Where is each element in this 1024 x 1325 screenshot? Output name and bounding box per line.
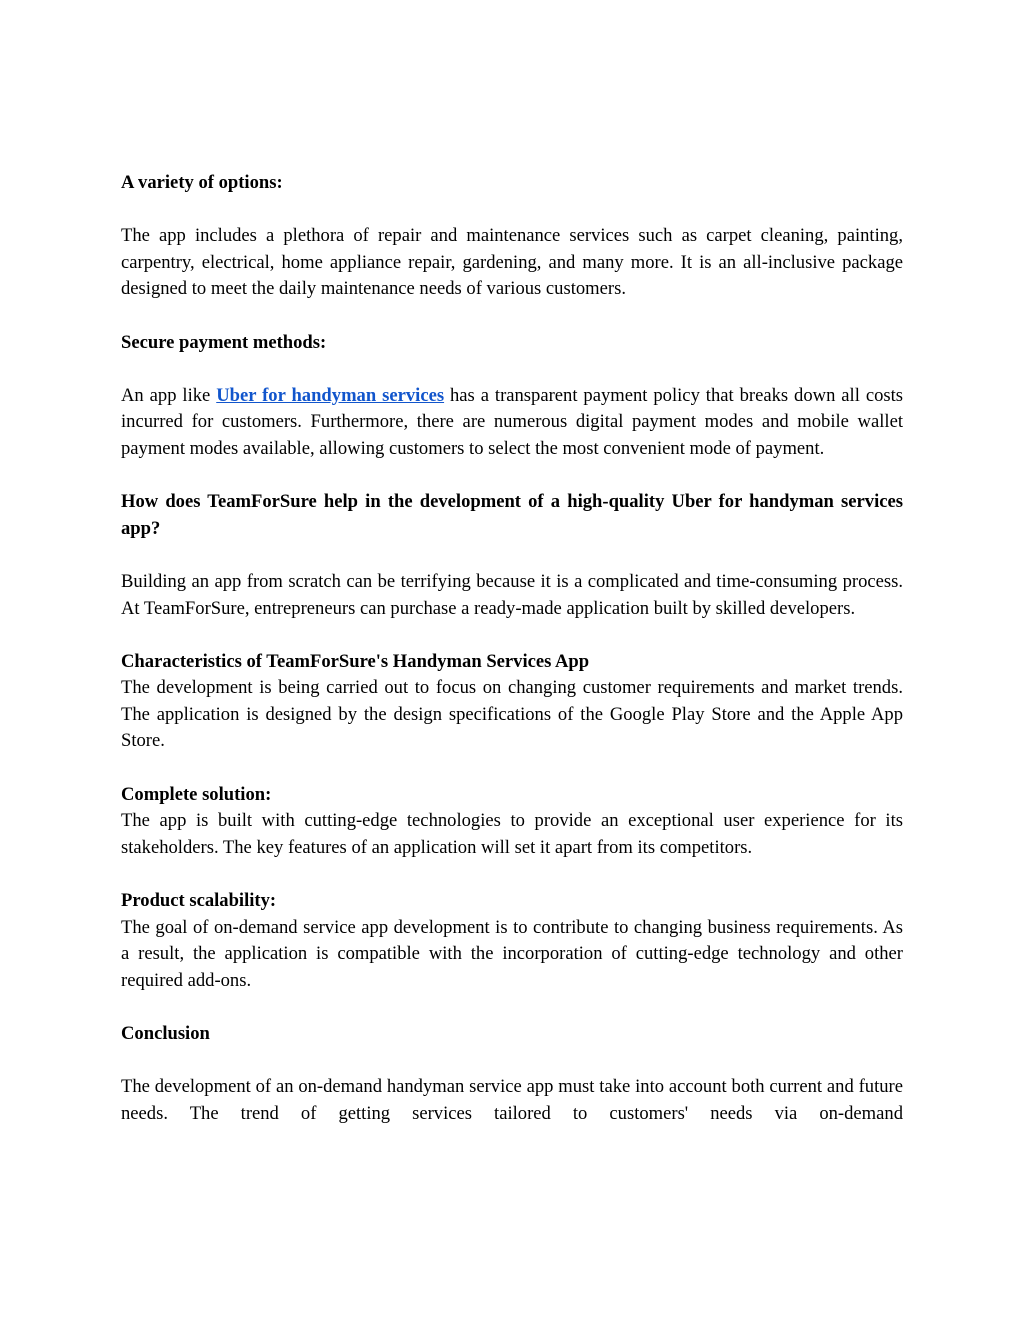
paragraph-teamforsure-help: Building an app from scratch can be terrifying because it is a complicated and time-consuming process. At TeamForSure, entrepreneurs can purchase a ready-made application built by skilled developers. — [121, 570, 903, 619]
spacer — [121, 303, 903, 330]
heading-variety-of-options: A variety of options: — [121, 172, 283, 193]
spacer — [121, 994, 903, 1021]
paragraph-product-scalability: The goal of on-demand service app development is to contribute to changing business requirements. As a result, the application is compatible with the incorporation of cutting-edge technology and other required add-ons. — [121, 916, 903, 991]
payment-text-before: An app like — [121, 384, 217, 406]
heading-complete-solution: Complete solution: — [121, 783, 272, 805]
spacer — [121, 463, 903, 490]
spacer — [121, 197, 903, 224]
paragraph-variety-of-options: The app includes a plethora of repair and maintenance services such as carpet cleaning, painting, carpentry, electrical, home appliance repair, gardening, and many more. It is an all-inclusive package designed to meet the daily maintenance needs of various customers. — [121, 225, 903, 300]
spacer — [121, 1048, 903, 1075]
spacer — [121, 356, 903, 383]
spacer — [121, 861, 903, 888]
document-page — [121, 170, 903, 1127]
paragraph-characteristics: The development is being carried out to focus on changing customer requirements and market trends. The application is designed by the design specifications of the Google Play Store and the Apple App Store. — [121, 677, 903, 752]
heading-secure-payment: Secure payment methods: — [121, 331, 327, 353]
heading-conclusion: Conclusion — [121, 1023, 210, 1044]
spacer — [121, 542, 903, 569]
spacer — [121, 755, 903, 782]
heading-characteristics: Characteristics of TeamForSure's Handyman Services App — [121, 650, 590, 672]
spacer — [121, 622, 903, 649]
paragraph-secure-payment — [121, 383, 903, 463]
paragraph-conclusion: The development of an on-demand handyman service app must take into account both current and future needs. The trend of getting services tailored to customers' needs via on-demand — [121, 1076, 903, 1124]
heading-product-scalability: Product scalability: — [121, 890, 277, 912]
heading-teamforsure-help: How does TeamForSure help in the development of a high-quality Uber for handyman services app? — [121, 491, 903, 539]
uber-handyman-link[interactable]: Uber for handyman services — [216, 384, 445, 406]
paragraph-complete-solution: The app is built with cutting-edge technologies to provide an exceptional user experience for its stakeholders. The key features of an application will set it apart from its competitors. — [121, 810, 903, 858]
payment-text-after: has a transparent payment policy that breaks down all costs incurred for customers. Furthermore, there are numerous digital payment modes and mobile wallet payment modes available, allowing customers to select the most convenient mode of payment. — [121, 384, 904, 459]
